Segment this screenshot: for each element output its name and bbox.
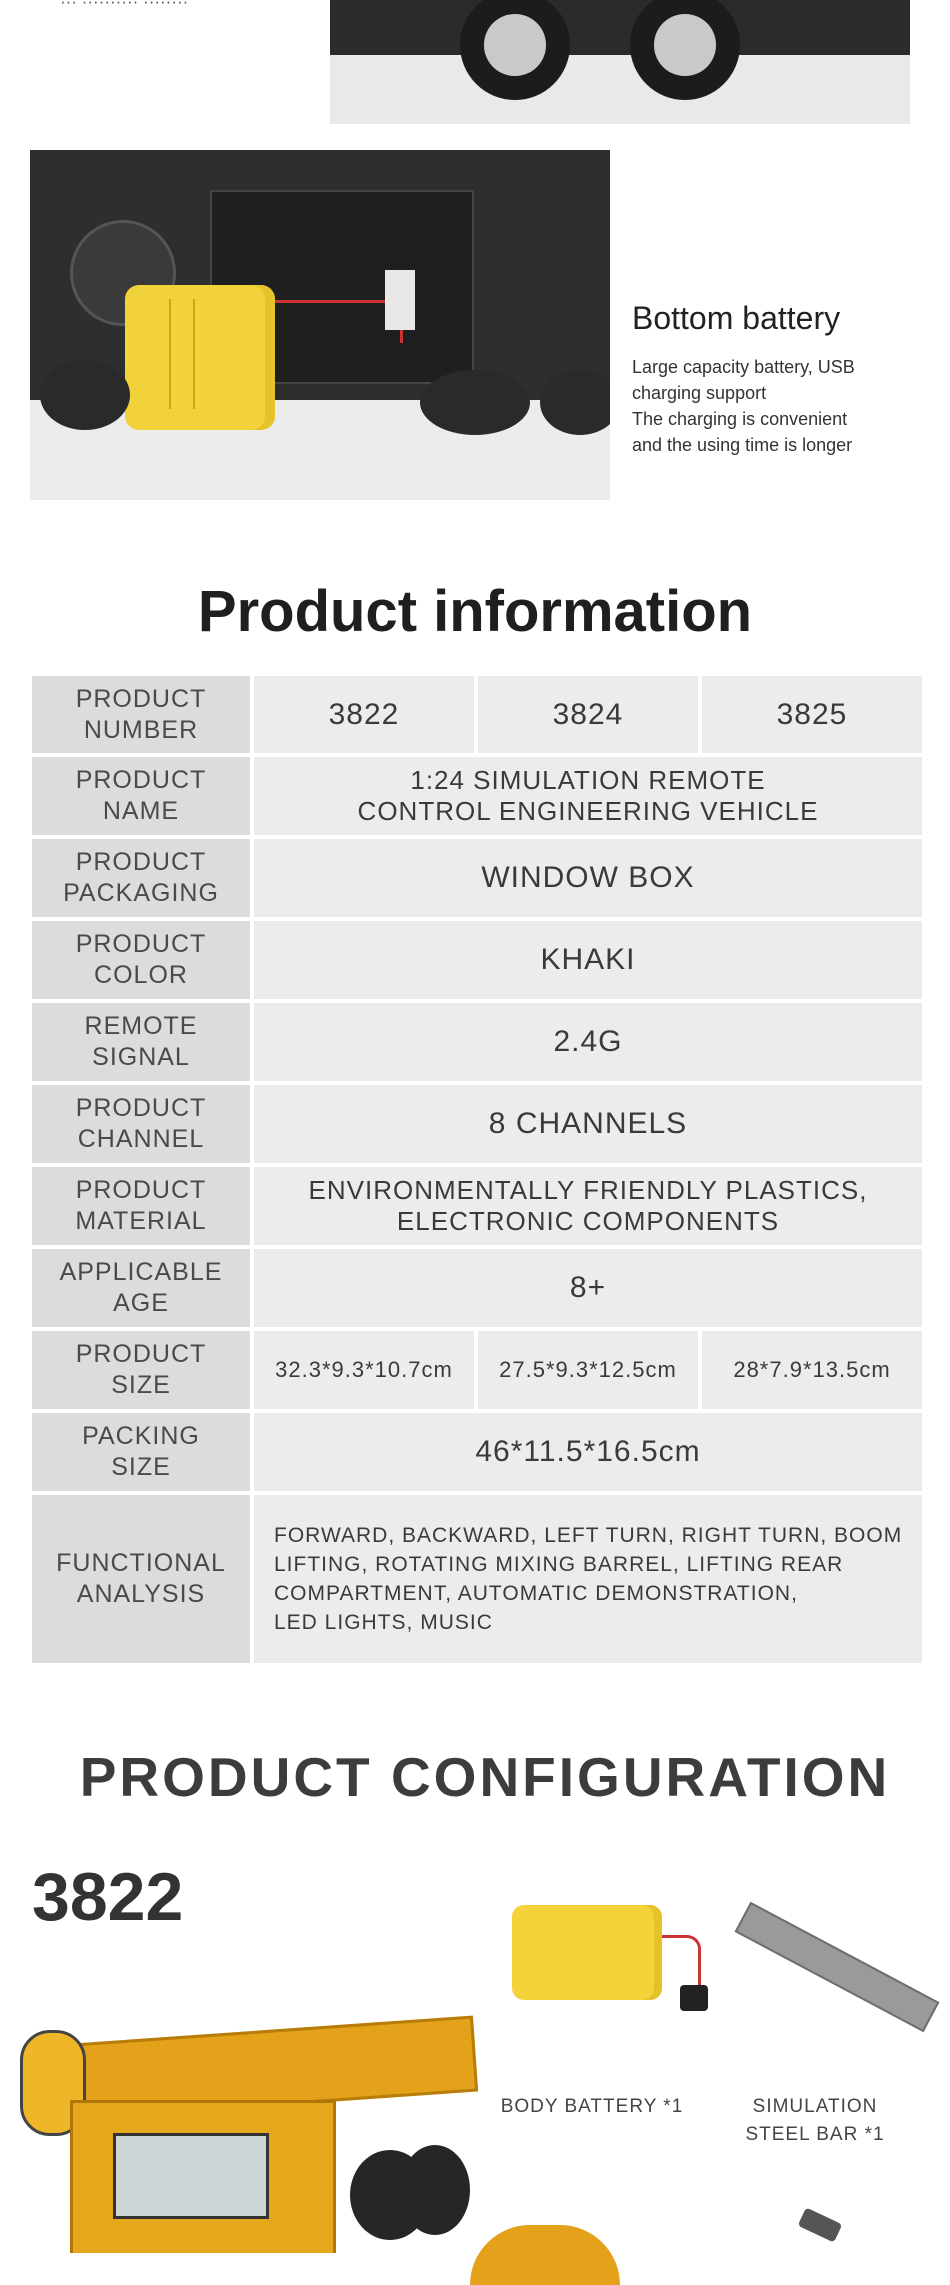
- steel-bar-image: [735, 1902, 940, 2032]
- spec-value: 46*11.5*16.5cm: [252, 1411, 924, 1493]
- spec-value-3822: 3822: [252, 674, 476, 755]
- spec-value: ENVIRONMENTALLY FRIENDLY PLASTICS, ELECTRONIC COMPONENTS: [252, 1165, 924, 1247]
- spec-value-3825: 3825: [700, 674, 924, 755]
- spec-label: PRODUCT SIZE: [30, 1329, 252, 1411]
- battery-desc-line: and the using time is longer: [632, 435, 853, 455]
- table-row: [30, 1165, 924, 1247]
- spec-value-3822: 32.3*9.3*10.7cm: [252, 1329, 476, 1411]
- truck-wheels-photo: [330, 0, 910, 124]
- battery-desc-line: charging support: [632, 383, 767, 403]
- spec-label: PRODUCT NAME: [30, 755, 252, 837]
- model-number: 3822: [32, 1859, 184, 1935]
- table-row: [30, 1493, 924, 1665]
- battery-wire: [662, 1935, 701, 1988]
- table-row: [30, 674, 924, 755]
- spec-label: PRODUCT CHANNEL: [30, 1083, 252, 1165]
- product-spec-table: [28, 672, 926, 1667]
- table-row: [30, 1083, 924, 1165]
- body-battery-image: [512, 1905, 662, 2000]
- battery-plug: [680, 1985, 708, 2011]
- table-row: [30, 837, 924, 919]
- spec-value-3824: 3824: [476, 674, 700, 755]
- spec-value-3824: 27.5*9.3*12.5cm: [476, 1329, 700, 1411]
- spec-value: FORWARD, BACKWARD, LEFT TURN, RIGHT TURN, BOOM LIFTING, ROTATING MIXING BARREL, LIFTING REAR COMPARTMENT, AUTOMATIC DEMONSTRATION, LED LIGHTS, MUSIC: [252, 1493, 924, 1665]
- spec-value: 1:24 SIMULATION REMOTE CONTROL ENGINEERING VEHICLE: [252, 755, 924, 837]
- table-row: [30, 1411, 924, 1493]
- crane-truck-photo: [0, 1980, 480, 2253]
- spec-label: PRODUCT COLOR: [30, 919, 252, 1001]
- body-battery-label: BODY BATTERY *1: [500, 2096, 684, 2117]
- spec-value-3825: 28*7.9*13.5cm: [700, 1329, 924, 1411]
- spec-value: WINDOW BOX: [252, 837, 924, 919]
- steel-bar-label: SIMULATION STEEL BAR *1: [745, 2096, 885, 2145]
- battery-compartment-photo: [30, 150, 610, 500]
- spec-label: FUNCTIONAL ANALYSIS: [30, 1493, 252, 1665]
- battery-title: Bottom battery: [632, 300, 841, 336]
- spec-label: APPLICABLE AGE: [30, 1247, 252, 1329]
- spec-value: 8+: [252, 1247, 924, 1329]
- table-row: [30, 919, 924, 1001]
- table-row: [30, 1329, 924, 1411]
- spec-label: PRODUCT NUMBER: [30, 674, 252, 755]
- battery-desc-line: Large capacity battery, USB: [632, 357, 855, 377]
- spec-label: PRODUCT PACKAGING: [30, 837, 252, 919]
- product-configuration-title: PRODUCT CONFIGURATION: [79, 1746, 891, 1808]
- table-row: [30, 755, 924, 837]
- product-information-title: Product information: [197, 579, 753, 644]
- table-row: [30, 1001, 924, 1083]
- accessory-part-image: [470, 2225, 620, 2285]
- battery-desc-line: The charging is convenient: [632, 409, 848, 429]
- spec-label: REMOTE SIGNAL: [30, 1001, 252, 1083]
- battery-description: [632, 354, 922, 458]
- spec-value: KHAKI: [252, 919, 924, 1001]
- top-caption: ··· ·········· ········: [60, 0, 189, 11]
- table-row: [30, 1247, 924, 1329]
- usb-cable-image: [798, 2207, 843, 2242]
- spec-label: PRODUCT MATERIAL: [30, 1165, 252, 1247]
- spec-value: 8 CHANNELS: [252, 1083, 924, 1165]
- spec-label: PACKING SIZE: [30, 1411, 252, 1493]
- spec-value: 2.4G: [252, 1001, 924, 1083]
